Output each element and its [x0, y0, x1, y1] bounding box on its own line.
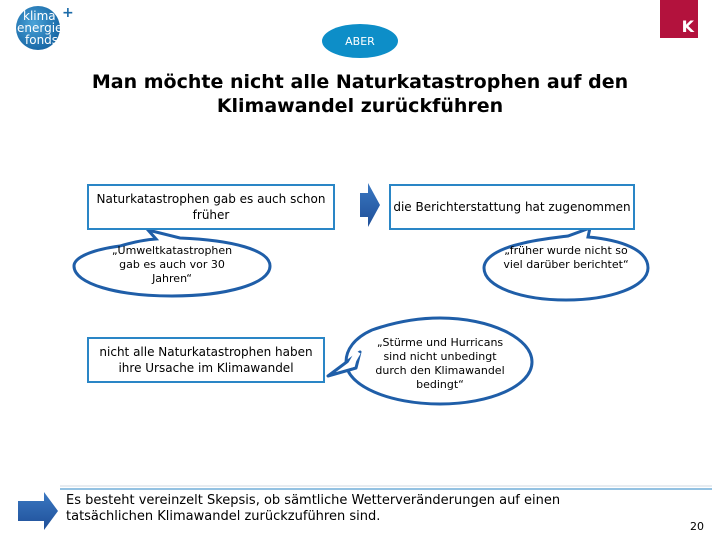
logo-text-energie: energie [17, 21, 63, 35]
page-number: 20 [690, 520, 704, 533]
aber-badge: ABER [322, 24, 398, 58]
logo-text-fonds: fonds [25, 33, 59, 47]
title-line-1: Man möchte nicht alle Naturkatastrophen auf den [91, 71, 629, 93]
footer-arrow-icon [18, 492, 58, 530]
title-line-2: Klimawandel zurückführen [216, 95, 504, 117]
box-berichterstattung: die Berichterstattung hat zugenommen [389, 184, 635, 230]
logo-plus: + [62, 5, 74, 21]
arrow-right-icon [360, 183, 380, 227]
logo-text-klima: klima [23, 9, 56, 23]
box-ursache-klimawandel: nicht alle Naturkatastrophen haben ihre Ursache im Klimawandel [87, 337, 325, 383]
callout-middle-text: „Stürme und Hurricans sind nicht unbedingt durch den Klimawandel bedingt“ [375, 336, 505, 391]
footer-statement: Es besteht vereinzelt Skepsis, ob sämtliche Wetterveränderungen auf einen tatsächlichen Klimawandel zurückzuführen sind. [66, 493, 561, 524]
brand-logo: K [660, 0, 698, 38]
callout-right-text: „früher wurde nicht so viel darüber berichtet“ [503, 244, 629, 271]
box-naturkatastrophen-frueher: Naturkatastrophen gab es auch schon früher [87, 184, 335, 230]
callout-left-text: „Umweltkatastrophen gab es auch vor 30 Jahren“ [111, 244, 233, 285]
